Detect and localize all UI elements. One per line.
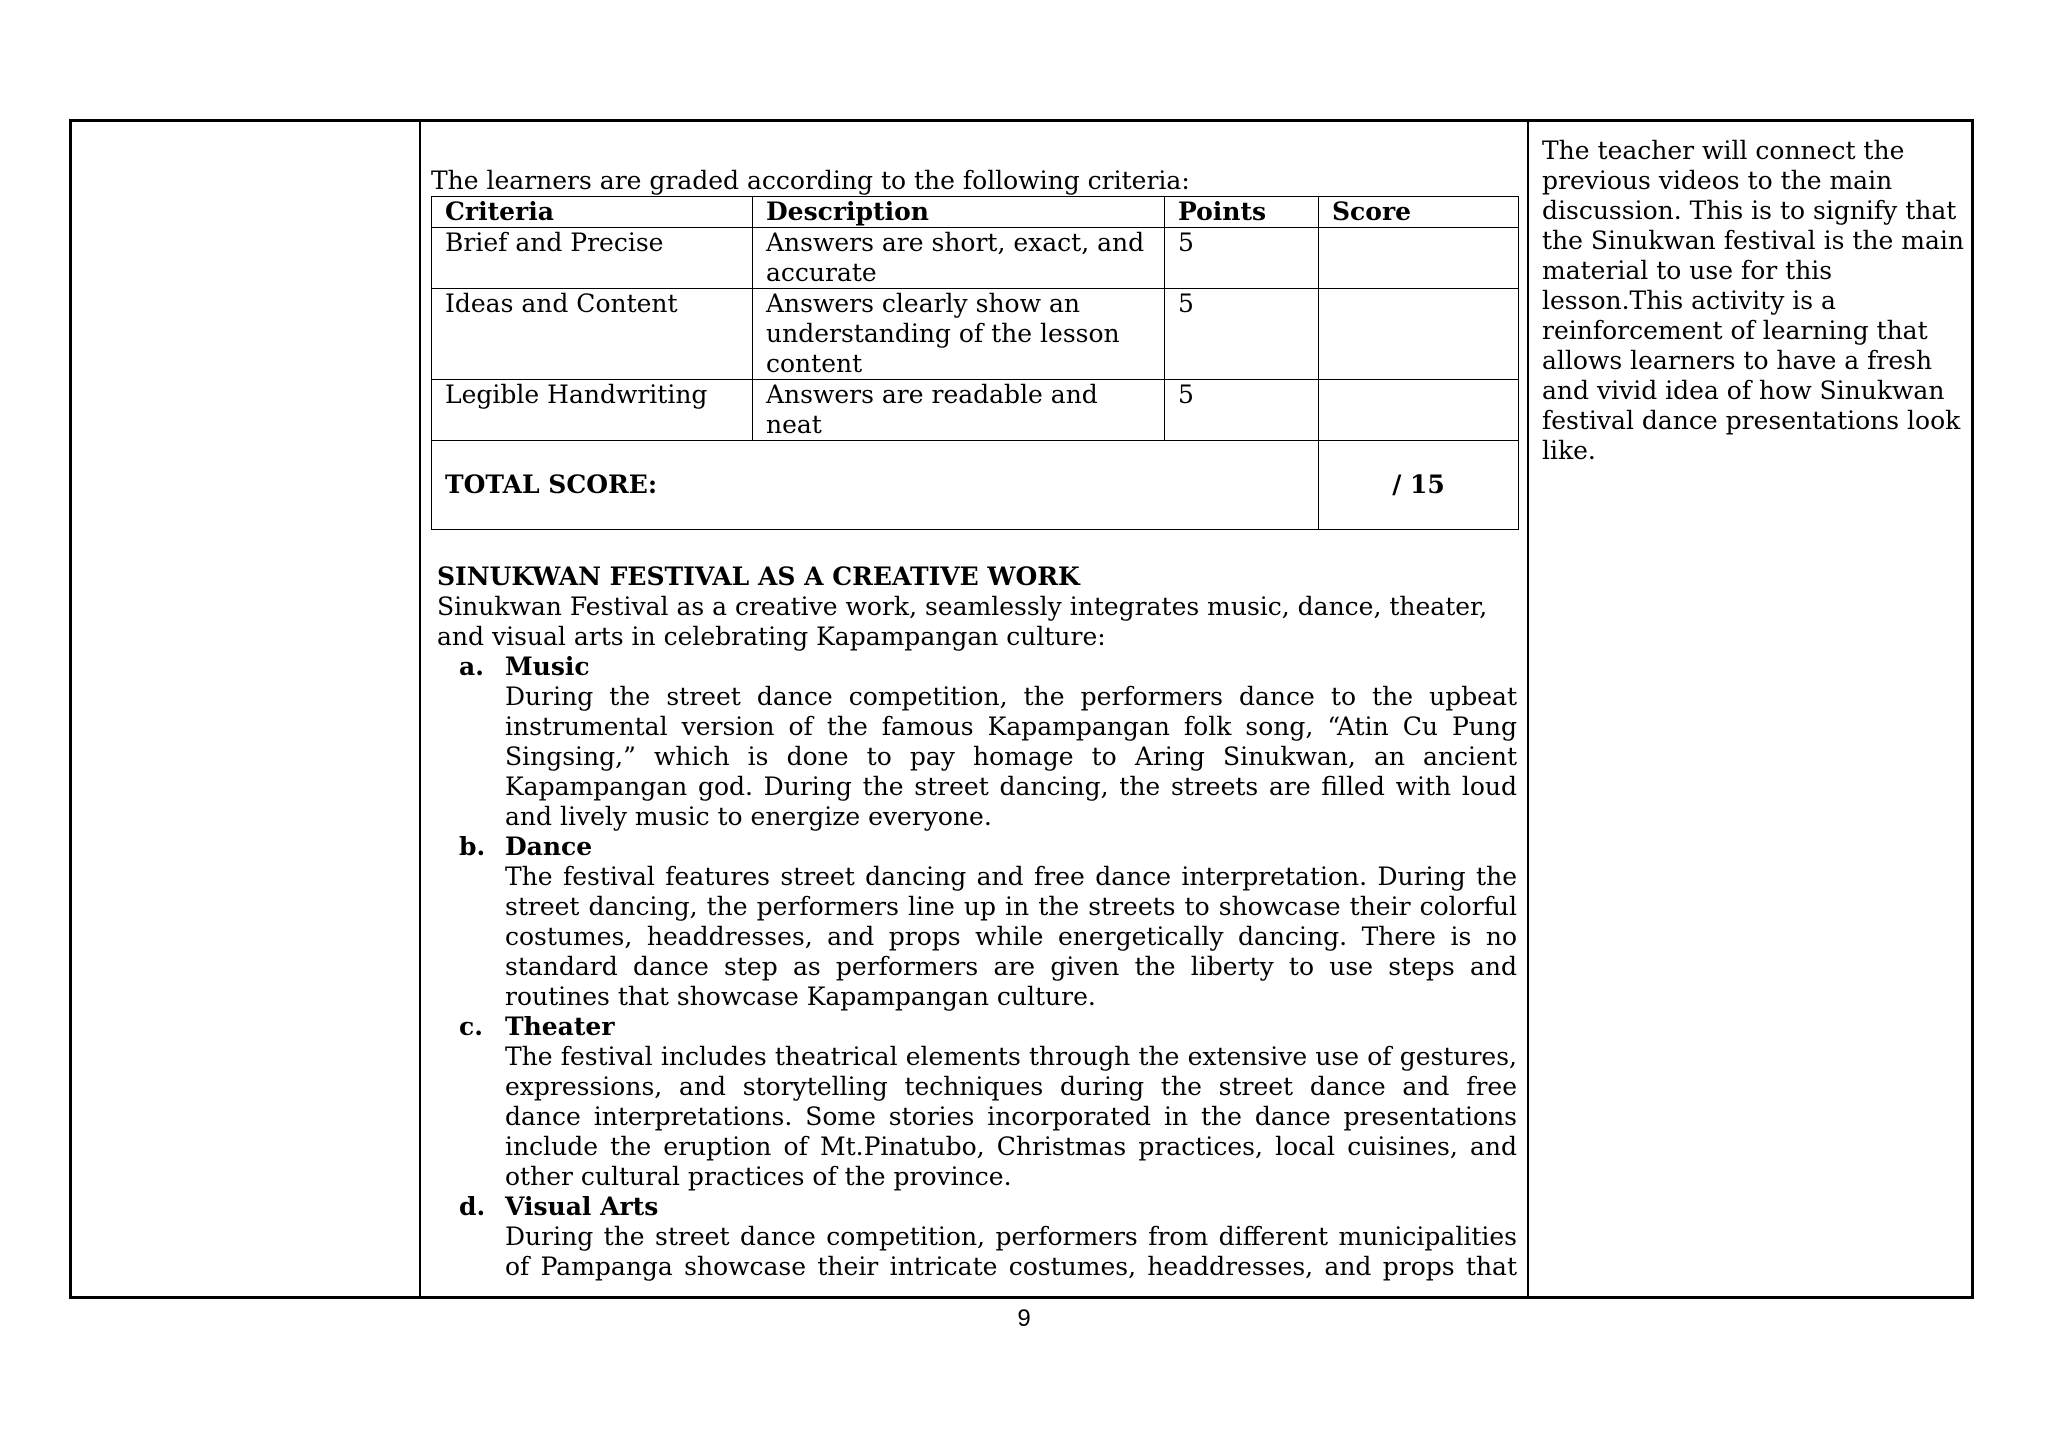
item-heading: Dance: [505, 832, 593, 861]
score-cell: [1319, 380, 1519, 441]
criteria-cell: Ideas and Content: [432, 289, 753, 380]
procedure-column: [421, 122, 1529, 1296]
list-marker: c.: [459, 1012, 483, 1041]
section-title: SINUKWAN FESTIVAL AS A CREATIVE WORK: [437, 562, 1080, 591]
description-cell: Answers clearly show an understanding of the lesson content: [753, 289, 1165, 380]
header-score: Score: [1319, 197, 1519, 228]
header-points: Points: [1165, 197, 1319, 228]
score-cell: [1319, 289, 1519, 380]
points-cell: 5: [1165, 380, 1319, 441]
page-number: 9: [1017, 1305, 1031, 1332]
rubric-header-row: [432, 197, 1519, 228]
rubric-table: [431, 196, 1519, 530]
table-row: [432, 228, 1519, 289]
creative-work-section: [437, 562, 1517, 1282]
list-item: [437, 832, 1517, 1012]
teacher-notes: The teacher will connect the previous videos to the main discussion. This is to signify that the Sinukwan festival is the main material to use for this lesson.This activity is a reinforcement of learning that allows learners to have a fresh and vivid idea of how Sinukwan festival dance presentations look like.: [1542, 136, 1964, 465]
description-cell: Answers are readable and neat: [753, 380, 1165, 441]
empty-left-column: [72, 122, 421, 1296]
table-row: [432, 380, 1519, 441]
section-intro: Sinukwan Festival as a creative work, seamlessly integrates music, dance, theater, and visual arts in celebrating Kapampangan culture:: [437, 592, 1488, 651]
list-marker: b.: [459, 832, 486, 861]
total-score-value: / 15: [1319, 441, 1519, 530]
criteria-cell: Brief and Precise: [432, 228, 753, 289]
art-forms-list: [437, 652, 1517, 1282]
teacher-notes-column: [1529, 122, 1971, 1296]
points-cell: 5: [1165, 289, 1319, 380]
item-body: The festival includes theatrical elements through the extensive use of gestures, expressions, and storytelling techniques during the street dance and free dance interpretations. Some stories incorporated in the dance presentations include the eruption of Mt.Pinatubo, Christmas practices, local cuisines, and other cultural practices of the province.: [505, 1042, 1517, 1191]
header-description: Description: [753, 197, 1165, 228]
item-body: During the street dance competition, the performers dance to the upbeat instrumental version of the famous Kapampangan folk song, “Atin Cu Pung Singsing,” which is done to pay homage to Aring Sinukwan, an ancient Kapampangan god. During the street dancing, the streets are filled with loud and lively music to energize everyone.: [505, 682, 1517, 831]
total-row: [432, 441, 1519, 530]
total-score-label: TOTAL SCORE:: [432, 441, 1319, 530]
description-cell: Answers are short, exact, and accurate: [753, 228, 1165, 289]
item-heading: Theater: [505, 1012, 615, 1041]
item-heading: Music: [505, 652, 590, 681]
list-item: [437, 1012, 1517, 1192]
item-heading: Visual Arts: [505, 1192, 659, 1221]
list-marker: a.: [459, 652, 484, 681]
list-item: [437, 652, 1517, 832]
table-row: [432, 289, 1519, 380]
item-body: The festival features street dancing and free dance interpretation. During the street dancing, the performers line up in the streets to showcase their colorful costumes, headdresses, and props while energetically dancing. There is no standard dance step as performers are given the liberty to use steps and routines that showcase Kapampangan culture.: [505, 862, 1517, 1011]
header-criteria: Criteria: [432, 197, 753, 228]
points-cell: 5: [1165, 228, 1319, 289]
list-item: [437, 1192, 1517, 1282]
criteria-cell: Legible Handwriting: [432, 380, 753, 441]
score-cell: [1319, 228, 1519, 289]
item-body: During the street dance competition, performers from different municipalities of Pampanga showcase their intricate costumes, headdresses, and props that: [505, 1222, 1517, 1281]
list-marker: d.: [459, 1192, 486, 1221]
criteria-intro: The learners are graded according to the following criteria:: [431, 166, 1190, 195]
lesson-plan-table: [69, 119, 1974, 1299]
